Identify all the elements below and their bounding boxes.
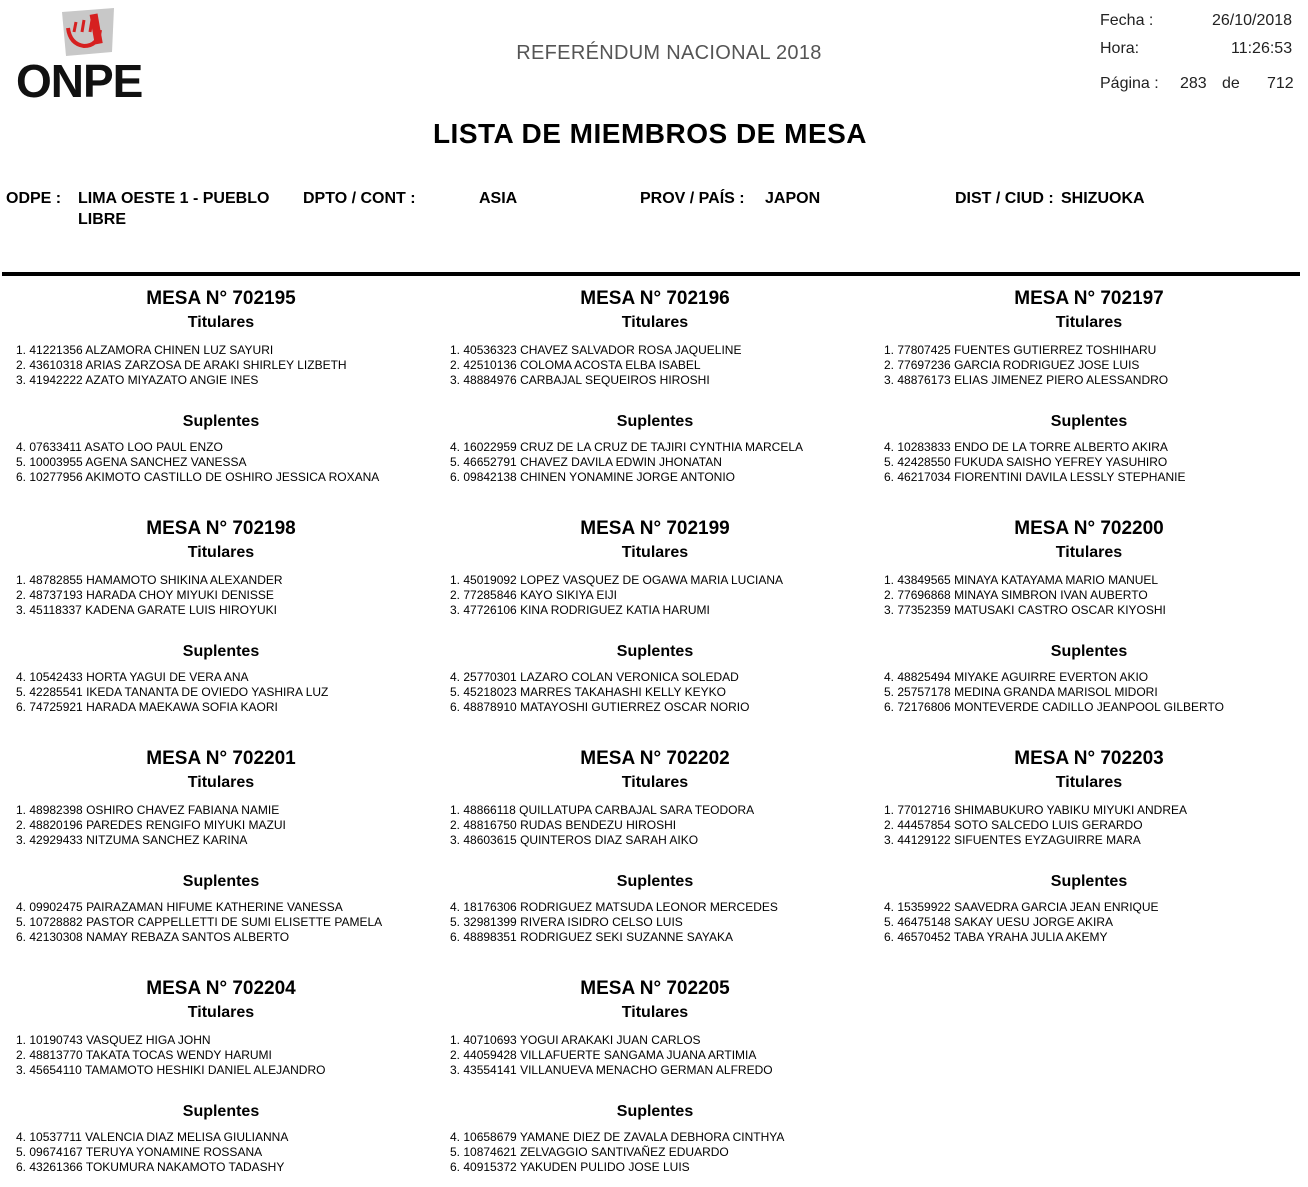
- member-row: 2. 48820196 PAREDES RENGIFO MIYUKI MAZUI: [16, 818, 286, 832]
- odpe-value: LIMA OESTE 1 - PUEBLO LIBRE: [78, 190, 270, 228]
- member-row: 3. 41942222 AZATO MIYAZATO ANGIE INES: [16, 373, 259, 387]
- titulares-heading: Titulares: [187, 314, 255, 331]
- titulares-list: [16, 1033, 325, 1078]
- titulares-list: [450, 573, 783, 618]
- member-row: 6. 46217034 FIORENTINI DAVILA LESSLY STEPHANIE: [884, 470, 1186, 484]
- member-row: 5. 10874621 ZELVAGGIO SANTIVAÑEZ EDUARDO: [450, 1145, 729, 1159]
- mesa-title: MESA N° 702202: [580, 748, 730, 769]
- fecha-label: Fecha :: [1100, 12, 1154, 29]
- member-row: 1. 48982398 OSHIRO CHAVEZ FABIANA NAMIE: [16, 803, 280, 817]
- suplentes-heading: Suplentes: [1050, 413, 1128, 430]
- mesa-title: MESA N° 702204: [146, 978, 296, 999]
- suplentes-heading: Suplentes: [1050, 873, 1128, 890]
- member-row: 1. 77012716 SHIMABUKURO YABIKU MIYUKI ANDREA: [884, 803, 1188, 817]
- member-row: 6. 09842138 CHINEN YONAMINE JORGE ANTONIO: [450, 470, 735, 484]
- member-row: 2. 48737193 HARADA CHOY MIYUKI DENISSE: [16, 588, 274, 602]
- suplentes-heading: Suplentes: [182, 1103, 260, 1120]
- member-row: 3. 48884976 CARBAJAL SEQUEIROS HIROSHI: [450, 373, 710, 387]
- pagina-label: Página :: [1100, 75, 1159, 92]
- dist-label: DIST / CIUD :: [955, 190, 1054, 207]
- dpto-value: ASIA: [479, 190, 518, 207]
- member-row: 5. 46652791 CHAVEZ DAVILA EDWIN JHONATAN: [450, 455, 722, 469]
- member-row: 4. 15359922 SAAVEDRA GARCIA JEAN ENRIQUE: [884, 900, 1159, 914]
- prov-label: PROV / PAÍS :: [640, 190, 745, 207]
- member-row: 6. 48878910 MATAYOSHI GUTIERREZ OSCAR NORIO: [450, 700, 750, 714]
- member-row: 3. 48876173 ELIAS JIMENEZ PIERO ALESSANDRO: [884, 373, 1169, 387]
- suplentes-heading: Suplentes: [616, 1103, 694, 1120]
- titulares-heading: Titulares: [1055, 314, 1123, 331]
- header-divider: [2, 272, 1300, 276]
- suplentes-list: [884, 440, 1185, 485]
- hora-value: 11:26:53: [1231, 40, 1293, 57]
- member-row: 2. 42510136 COLOMA ACOSTA ELBA ISABEL: [450, 358, 701, 372]
- titulares-list: [450, 803, 754, 848]
- member-row: 6. 40915372 YAKUDEN PULIDO JOSE LUIS: [450, 1160, 690, 1174]
- mesa-title: MESA N° 702195: [146, 288, 296, 309]
- member-row: 5. 09674167 TERUYA YONAMINE ROSSANA: [16, 1145, 263, 1159]
- suplentes-heading: Suplentes: [616, 643, 694, 660]
- dpto-label: DPTO / CONT :: [303, 190, 416, 207]
- member-row: 2. 44059428 VILLAFUERTE SANGAMA JUANA ARTIMIA: [450, 1048, 757, 1062]
- suplentes-list: [450, 440, 803, 485]
- suplentes-list: [16, 1130, 288, 1175]
- mesa-title: MESA N° 702205: [580, 978, 730, 999]
- suplentes-list: [16, 670, 328, 715]
- member-row: 1. 77807425 FUENTES GUTIERREZ TOSHIHARU: [884, 343, 1157, 357]
- member-row: 1. 48866118 QUILLATUPA CARBAJAL SARA TEODORA: [450, 803, 755, 817]
- member-row: 4. 18176306 RODRIGUEZ MATSUDA LEONOR MERCEDES: [450, 900, 778, 914]
- member-row: 5. 25757178 MEDINA GRANDA MARISOL MIDORI: [884, 685, 1158, 699]
- election-subtitle: REFERÉNDUM NACIONAL 2018: [516, 42, 822, 64]
- pagina-total: 712: [1267, 75, 1294, 92]
- titulares-heading: Titulares: [187, 774, 255, 791]
- suplentes-list: [450, 1130, 784, 1175]
- member-row: 5. 32981399 RIVERA ISIDRO CELSO LUIS: [450, 915, 683, 929]
- member-row: 1. 41221356 ALZAMORA CHINEN LUZ SAYURI: [16, 343, 274, 357]
- dist-value: SHIZUOKA: [1061, 190, 1145, 207]
- titulares-heading: Titulares: [1055, 774, 1123, 791]
- member-row: 3. 45118337 KADENA GARATE LUIS HIROYUKI: [16, 603, 277, 617]
- titulares-heading: Titulares: [1055, 544, 1123, 561]
- suplentes-list: [450, 900, 778, 945]
- logo-wordmark: ONPE: [16, 55, 143, 107]
- suplentes-heading: Suplentes: [182, 643, 260, 660]
- titulares-heading: Titulares: [621, 774, 689, 791]
- member-row: 4. 10542433 HORTA YAGUI DE VERA ANA: [16, 670, 249, 684]
- suplentes-heading: Suplentes: [1050, 643, 1128, 660]
- member-row: 3. 48603615 QUINTEROS DIAZ SARAH AIKO: [450, 833, 699, 847]
- member-row: 6. 46570452 TABA YRAHA JULIA AKEMY: [884, 930, 1108, 944]
- member-row: 2. 77696868 MINAYA SIMBRON IVAN AUBERTO: [884, 588, 1148, 602]
- pagina-value: 283: [1180, 75, 1207, 92]
- titulares-list: [450, 343, 741, 388]
- member-row: 3. 47726106 KINA RODRIGUEZ KATIA HARUMI: [450, 603, 710, 617]
- member-row: 2. 77285846 KAYO SIKIYA EIJI: [450, 588, 617, 602]
- member-row: 1. 45019092 LOPEZ VASQUEZ DE OGAWA MARIA LUCIANA: [450, 573, 784, 587]
- suplentes-list: [16, 900, 382, 945]
- mesa-title: MESA N° 702198: [146, 518, 296, 539]
- mesa-title: MESA N° 702199: [580, 518, 730, 539]
- member-row: 4. 10283833 ENDO DE LA TORRE ALBERTO AKIRA: [884, 440, 1168, 454]
- member-row: 5. 10003955 AGENA SANCHEZ VANESSA: [16, 455, 247, 469]
- member-row: 4. 10537711 VALENCIA DIAZ MELISA GIULIANNA: [16, 1130, 289, 1144]
- titulares-list: [884, 573, 1166, 618]
- member-row: 1. 48782855 HAMAMOTO SHIKINA ALEXANDER: [16, 573, 283, 587]
- mesa-title: MESA N° 702201: [146, 748, 296, 769]
- titulares-list: [16, 573, 283, 618]
- member-row: 1. 40536323 CHAVEZ SALVADOR ROSA JAQUELINE: [450, 343, 742, 357]
- suplentes-list: [450, 670, 749, 715]
- titulares-list: [884, 803, 1187, 848]
- member-row: 2. 44457854 SOTO SALCEDO LUIS GERARDO: [884, 818, 1143, 832]
- member-row: 4. 25770301 LAZARO COLAN VERONICA SOLEDAD: [450, 670, 739, 684]
- odpe-label: ODPE :: [6, 190, 62, 207]
- member-row: 4. 10658679 YAMANE DIEZ DE ZAVALA DEBHORA CINTHYA: [450, 1130, 785, 1144]
- mesa-title: MESA N° 702197: [1014, 288, 1164, 309]
- member-row: 1. 10190743 VASQUEZ HIGA JOHN: [16, 1033, 211, 1047]
- member-row: 3. 43554141 VILLANUEVA MENACHO GERMAN ALFREDO: [450, 1063, 773, 1077]
- member-row: 4. 07633411 ASATO LOO PAUL ENZO: [16, 440, 223, 454]
- member-row: 2. 48813770 TAKATA TOCAS WENDY HARUMI: [16, 1048, 272, 1062]
- hora-label: Hora:: [1100, 40, 1140, 57]
- de-label: de: [1222, 75, 1240, 92]
- member-row: 6. 74725921 HARADA MAEKAWA SOFIA KAORI: [16, 700, 278, 714]
- suplentes-list: [884, 900, 1159, 945]
- member-row: 2. 43610318 ARIAS ZARZOSA DE ARAKI SHIRLEY LIZBETH: [16, 358, 347, 372]
- fecha-value: 26/10/2018: [1212, 12, 1293, 29]
- mesa-title: MESA N° 702196: [580, 288, 730, 309]
- titulares-list: [16, 803, 286, 848]
- suplentes-list: [884, 670, 1224, 715]
- suplentes-heading: Suplentes: [616, 413, 694, 430]
- member-row: 2. 48816750 RUDAS BENDEZU HIROSHI: [450, 818, 677, 832]
- member-row: 2. 77697236 GARCIA RODRIGUEZ JOSE LUIS: [884, 358, 1140, 372]
- member-row: 6. 10277956 AKIMOTO CASTILLO DE OSHIRO JESSICA ROXANA: [16, 470, 380, 484]
- member-row: 5. 42285541 IKEDA TANANTA DE OVIEDO YASHIRA LUZ: [16, 685, 329, 699]
- suplentes-heading: Suplentes: [182, 873, 260, 890]
- suplentes-heading: Suplentes: [182, 413, 260, 430]
- member-row: 5. 10728882 PASTOR CAPPELLETTI DE SUMI ELISETTE PAMELA: [16, 915, 383, 929]
- member-row: 6. 48898351 RODRIGUEZ SEKI SUZANNE SAYAKA: [450, 930, 733, 944]
- member-row: 5. 45218023 MARRES TAKAHASHI KELLY KEYKO: [450, 685, 726, 699]
- member-row: 5. 46475148 SAKAY UESU JORGE AKIRA: [884, 915, 1114, 929]
- page-title: LISTA DE MIEMBROS DE MESA: [432, 118, 868, 149]
- member-row: 5. 42428550 FUKUDA SAISHO YEFREY YASUHIRO: [884, 455, 1168, 469]
- mesa-title: MESA N° 702203: [1014, 748, 1164, 769]
- member-row: 3. 42929433 NITZUMA SANCHEZ KARINA: [16, 833, 248, 847]
- titulares-heading: Titulares: [621, 314, 689, 331]
- member-row: 4. 16022959 CRUZ DE LA CRUZ DE TAJIRI CYNTHIA MARCELA: [450, 440, 803, 454]
- member-row: 1. 40710693 YOGUI ARAKAKI JUAN CARLOS: [450, 1033, 701, 1047]
- member-row: 4. 09902475 PAIRAZAMAN HIFUME KATHERINE VANESSA: [16, 900, 343, 914]
- titulares-heading: Titulares: [621, 544, 689, 561]
- member-row: 6. 42130308 NAMAY REBAZA SANTOS ALBERTO: [16, 930, 290, 944]
- member-row: 3. 44129122 SIFUENTES EYZAGUIRRE MARA: [884, 833, 1141, 847]
- titulares-list: [450, 1033, 773, 1078]
- member-row: 6. 72176806 MONTEVERDE CADILLO JEANPOOL GILBERTO: [884, 700, 1224, 714]
- titulares-list: [16, 343, 347, 388]
- titulares-heading: Titulares: [187, 544, 255, 561]
- mesa-title: MESA N° 702200: [1014, 518, 1164, 539]
- titulares-list: [884, 343, 1168, 388]
- member-row: 4. 48825494 MIYAKE AGUIRRE EVERTON AKIO: [884, 670, 1149, 684]
- titulares-heading: Titulares: [187, 1004, 255, 1021]
- titulares-heading: Titulares: [621, 1004, 689, 1021]
- member-row: 6. 43261366 TOKUMURA NAKAMOTO TADASHY: [16, 1160, 285, 1174]
- member-row: 3. 77352359 MATUSAKI CASTRO OSCAR KIYOSHI: [884, 603, 1166, 617]
- member-row: 3. 45654110 TAMAMOTO HESHIKI DANIEL ALEJANDRO: [16, 1063, 326, 1077]
- member-row: 1. 43849565 MINAYA KATAYAMA MARIO MANUEL: [884, 573, 1159, 587]
- suplentes-heading: Suplentes: [616, 873, 694, 890]
- suplentes-list: [16, 440, 379, 485]
- prov-value: JAPON: [765, 190, 821, 207]
